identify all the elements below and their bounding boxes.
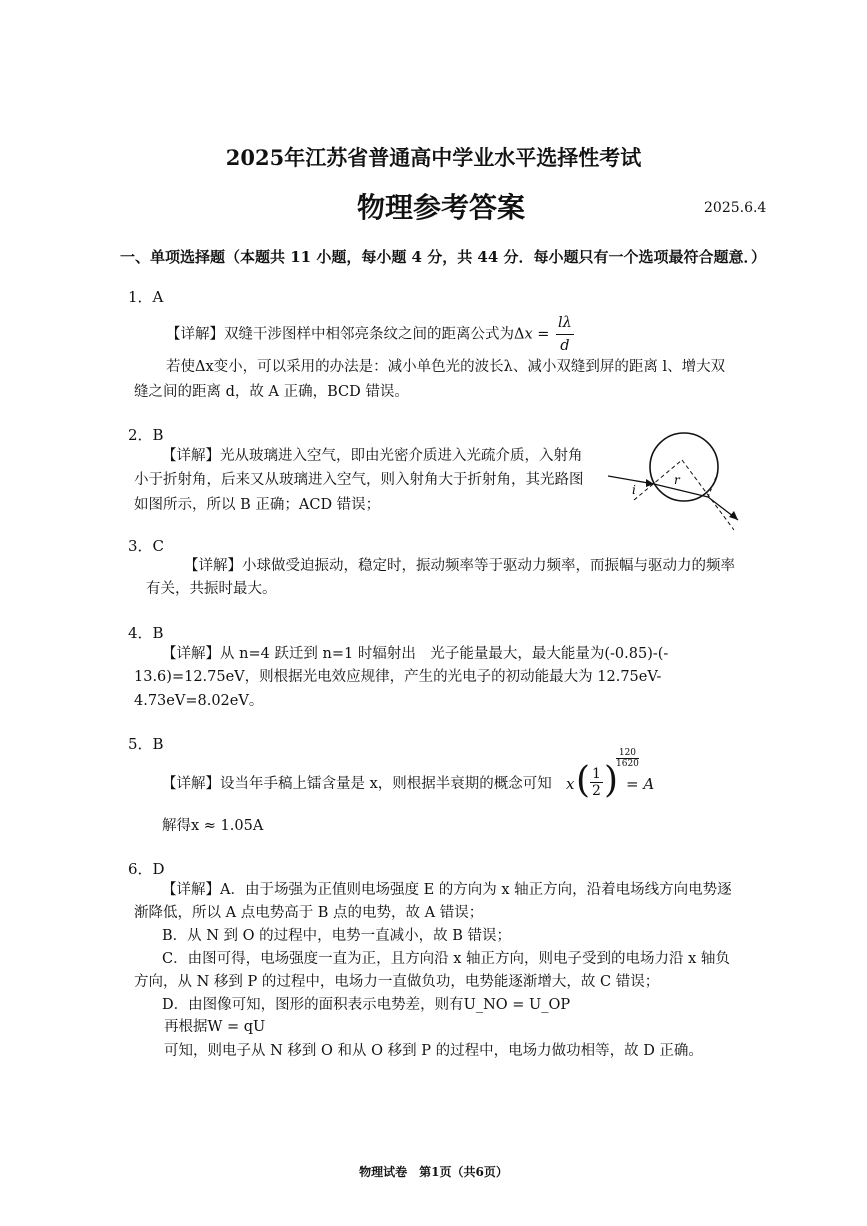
q4-detail-line2: 13.6)=12.75eV，则根据光电效应规律，产生的光电子的初动能最大为 12.75eV- [134,669,662,685]
q5-exp-den: 1620 [616,759,639,769]
q5-half-den: 2 [592,783,601,799]
exit-arrow [729,511,738,520]
q5-answer: 5．B [128,735,164,753]
normal-line-2 [682,460,734,530]
q1-formula-lhs: x = [524,326,550,343]
q5-solution: 解得x ≈ 1.05A [162,818,264,834]
q1-detail-line3: 缝之间的距离 d，故 A 正确，BCD 错误。 [134,384,409,400]
q4-detail-line1: 【详解】从 n=4 跃迁到 n=1 时辐射出 光子能量最大，最大能量为(-0.85)-(- [162,646,669,662]
q5-exponent [616,748,639,769]
q1-frac-denominator: d [560,338,570,354]
q6-detail-line4: C．由图可得，电场强度一直为正，且方向沿 x 轴正方向，则电子受到的电场力沿 x 轴负 [162,951,730,967]
q5-paren-right: ) [604,760,619,801]
q6-answer: 6．D [128,860,165,878]
exam-title: 2025年江苏省普通高中学业水平选择性考试 [225,145,642,170]
q5-half-fraction [590,766,603,799]
angle-r-label: r [674,473,680,487]
q2-detail-line2: 小于折射角，后来又从玻璃进入空气，则入射角大于折射角，其光路图 [134,472,584,488]
q2-answer: 2．B [128,426,164,444]
section-heading: 一、单项选择题（本题共 11 小题，每小题 4 分，共 44 分．每小题只有一个选项最符合题意．） [120,248,767,266]
q1-answer: 1．A [128,288,164,306]
exam-date: 2025.6.4 [704,200,767,216]
q1-fraction [556,312,574,357]
q3-detail-line2: 有关，共振时最大。 [146,581,277,597]
q6-detail-line6: D．由图像可知，图形的面积表示电势差，则有U_NO = U_OP [162,997,571,1013]
q6-detail-line2: 渐降低，所以 A 点电势高于 B 点的电势，故 A 错误； [134,905,484,921]
q6-detail-line8: 可知，则电子从 N 移到 O 和从 O 移到 P 的过程中，电场力做功相等，故 D 正确。 [164,1043,703,1059]
q6-detail-line7: 再根据W = qU [164,1019,266,1035]
q1-detail-text: 【详解】双缝干涉图样中相邻亮条纹之间的距离公式为Δ [166,326,525,343]
q4-answer: 4．B [128,624,164,642]
q5-exp-num: 120 [616,748,639,759]
q5-paren-left: ( [576,760,591,801]
q3-answer: 3．C [128,537,165,555]
q6-detail-line5: 方向，从 N 移到 P 的过程中，电场力一直做负功，电势能逐渐增大，故 C 错误； [134,974,660,990]
light-path-diagram [604,422,754,534]
q4-detail-line3: 4.73eV=8.02eV。 [134,693,264,709]
q2-detail-line3: 如图所示，所以 B 正确；ACD 错误； [134,497,381,513]
q5-formula-x: x [566,775,575,793]
angle-i-label: i [632,483,636,497]
refracted-ray [654,484,708,497]
q6-detail-line1: 【详解】A．由于场强为正值则电场强度 E 的方向为 x 轴正方向，沿着电场线方向电势逐 [162,882,732,898]
q5-half-num: 1 [592,766,601,782]
q3-detail-line1: 【详解】小球做受迫振动，稳定时，振动频率等于驱动力频率，而振幅与驱动力的频率 [184,558,735,574]
q5-detail-line1: 【详解】设当年手稿上镭含量是 x，则根据半衰期的概念可知 [162,776,552,792]
q5-formula-rhs: = A [626,775,655,793]
q1-frac-numerator: lλ [556,312,574,335]
page-footer: 物理试卷 第1页（共6页） [359,1165,508,1179]
q6-detail-line3: B．从 N 到 O 的过程中，电势一直减小，故 B 错误； [162,928,512,944]
q2-detail-line1: 【详解】光从玻璃进入空气，即由光密介质进入光疏介质，入射角 [162,448,583,464]
q1-detail-line1 [166,312,574,357]
q1-detail-line2: 若使Δx变小，可以采用的办法是：减小单色光的波长λ、减小双缝到屏的距离 l、增大双 [166,359,726,375]
answer-key-title: 物理参考答案 [357,191,526,224]
